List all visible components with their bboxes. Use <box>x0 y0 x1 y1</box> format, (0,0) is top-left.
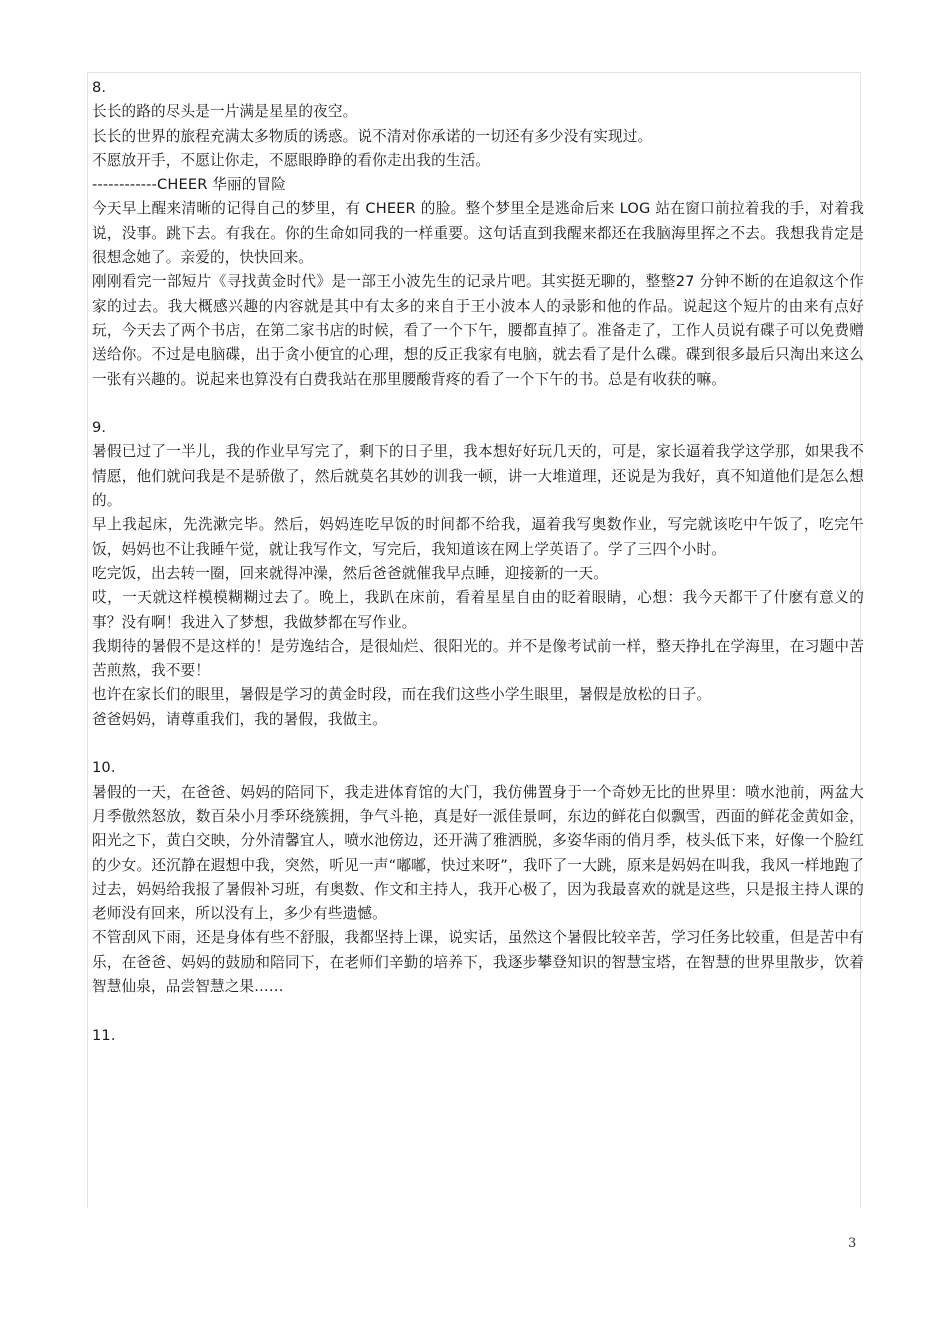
section-spacer <box>92 999 864 1023</box>
section-8 <box>92 76 864 392</box>
section-spacer <box>92 392 864 416</box>
paragraph: 今天早上醒来清晰的记得自己的梦里，有 CHEER 的脸。整个梦里全是逃命后来 LOG 站在窗口前拉着我的手，对着我说，没事。跳下去。有我在。你的生命如同我的一样重要。这句话直到我醒来都还在我脑海里挥之不去。我想我肯定是很想念她了。亲爱的，快快回来。 <box>92 200 864 267</box>
paragraph: 暑假已过了一半儿，我的作业早写完了，剩下的日子里，我本想好好玩几天的，可是，家长逼着我学这学那，如果我不情愿，他们就问我是不是骄傲了，然后就莫名其妙的训我一顿，讲一大堆道理，还说是为我好，真不知道他们是怎么想的。 <box>92 443 864 510</box>
section-number: 11. <box>92 1026 116 1044</box>
paragraph: 长长的路的尽头是一片满是星星的夜空。 <box>92 103 358 121</box>
paragraph: 也许在家长们的眼里，暑假是学习的黄金时段，而在我们这些小学生眼里，暑假是放松的日子。 <box>92 686 712 704</box>
paragraph: 哎，一天就这样模模糊糊过去了。晚上，我趴在床前，看着星星自由的眨着眼睛，心想：我今天都干了什麽有意义的事？没有啊！我进入了梦想，我做梦都在写作业。 <box>92 589 864 631</box>
section-spacer <box>92 732 864 756</box>
paragraph: 吃完饭，出去转一圈，回来就得冲澡，然后爸爸就催我早点睡，迎接新的一天。 <box>92 564 609 582</box>
paragraph: 不愿放开手，不愿让你走，不愿眼睁睁的看你走出我的生活。 <box>92 151 491 169</box>
page-number: 3 <box>848 1236 857 1251</box>
section-11 <box>92 1024 864 1048</box>
section-9 <box>92 416 864 732</box>
paragraph: 不管刮风下雨，还是身体有些不舒服，我都坚持上课，说实话，虽然这个暑假比较辛苦，学习任务比较重，但是苦中有乐，在爸爸、妈妈的鼓励和陪同下，在老师们辛勤的培养下，我逐步攀登知识的智慧宝塔，在智慧的世界里散步，饮着智慧仙泉，品尝智慧之果…… <box>92 929 864 995</box>
paragraph: 刚刚看完一部短片《寻找黄金时代》是一部王小波先生的记录片吧。其实挺无聊的，整整27 分钟不断的在追叙这个作家的过去。我大概感兴趣的内容就是其中有太多的来自于王小波本人的录影和他的作品。说起这个短片的由来有点好玩，今天去了两个书店，在第二家书店的时候，看了一个下午，腰都直掉了。准备走了，工作人员说有碟子可以免费赠送给你。不过是电脑碟，出于贪小便宜的心理，想的反正我家有电脑，就去看了是什么碟。碟到很多最后只淘出来这么一张有兴趣的。说起来也算没有白费我站在那里腰酸背疼的看了一个下午的书。总是有收获的嘛。 <box>92 273 864 388</box>
section-number: 10. <box>92 759 116 777</box>
paragraph: 我期待的暑假不是这样的！是劳逸结合，是很灿烂、很阳光的。并不是像考试前一样，整天挣扎在学海里，在习题中苦苦煎熬，我不要！ <box>92 637 864 680</box>
paragraph: 长长的世界的旅程充满太多物质的诱惑。说不清对你承诺的一切还有多少没有实现过。 <box>92 127 653 145</box>
document-body <box>92 76 864 1048</box>
paragraph: 暑假的一天，在爸爸、妈妈的陪同下，我走进体育馆的大门，我仿佛置身于一个奇妙无比的世界里：喷水池前，两盆大月季傲然怒放，数百朵小月季环绕簇拥，争气斗艳，真是好一派佳景呵，东边的鲜花白似飘雪，西面的鲜花金黄如金，阳光之下，黄白交映，分外清馨宜人，喷水池傍边，还开满了雅洒脱，多姿华雨的俏月季，枝头低下来，好像一个脸红的少女。还沉静在遐想中我，突然，听见一声“嘟嘟，快过来呀”，我吓了一大跳，原来是妈妈在叫我，我风一样地跑了过去，妈妈给我报了暑假补习班，有奥数、作文和主持人，我开心极了，因为我最喜欢的就是这些，只是报主持人课的老师没有回来，所以没有上，多少有些遗憾。 <box>92 783 864 923</box>
section-number: 8. <box>92 79 107 96</box>
section-number: 9. <box>92 419 107 437</box>
paragraph: 早上我起床，先洗漱完毕。然后，妈妈连吃早饭的时间都不给我，逼着我写奥数作业，写完就该吃中午饭了，吃完午饭，妈妈也不让我睡午觉，就让我写作文，写完后，我知道该在网上学英语了。学了三四个小时。 <box>92 516 864 558</box>
paragraph: ------------CHEER 华丽的冒险 <box>92 176 286 194</box>
section-10 <box>92 756 864 999</box>
paragraph: 爸爸妈妈，请尊重我们，我的暑假，我做主。 <box>92 710 387 728</box>
